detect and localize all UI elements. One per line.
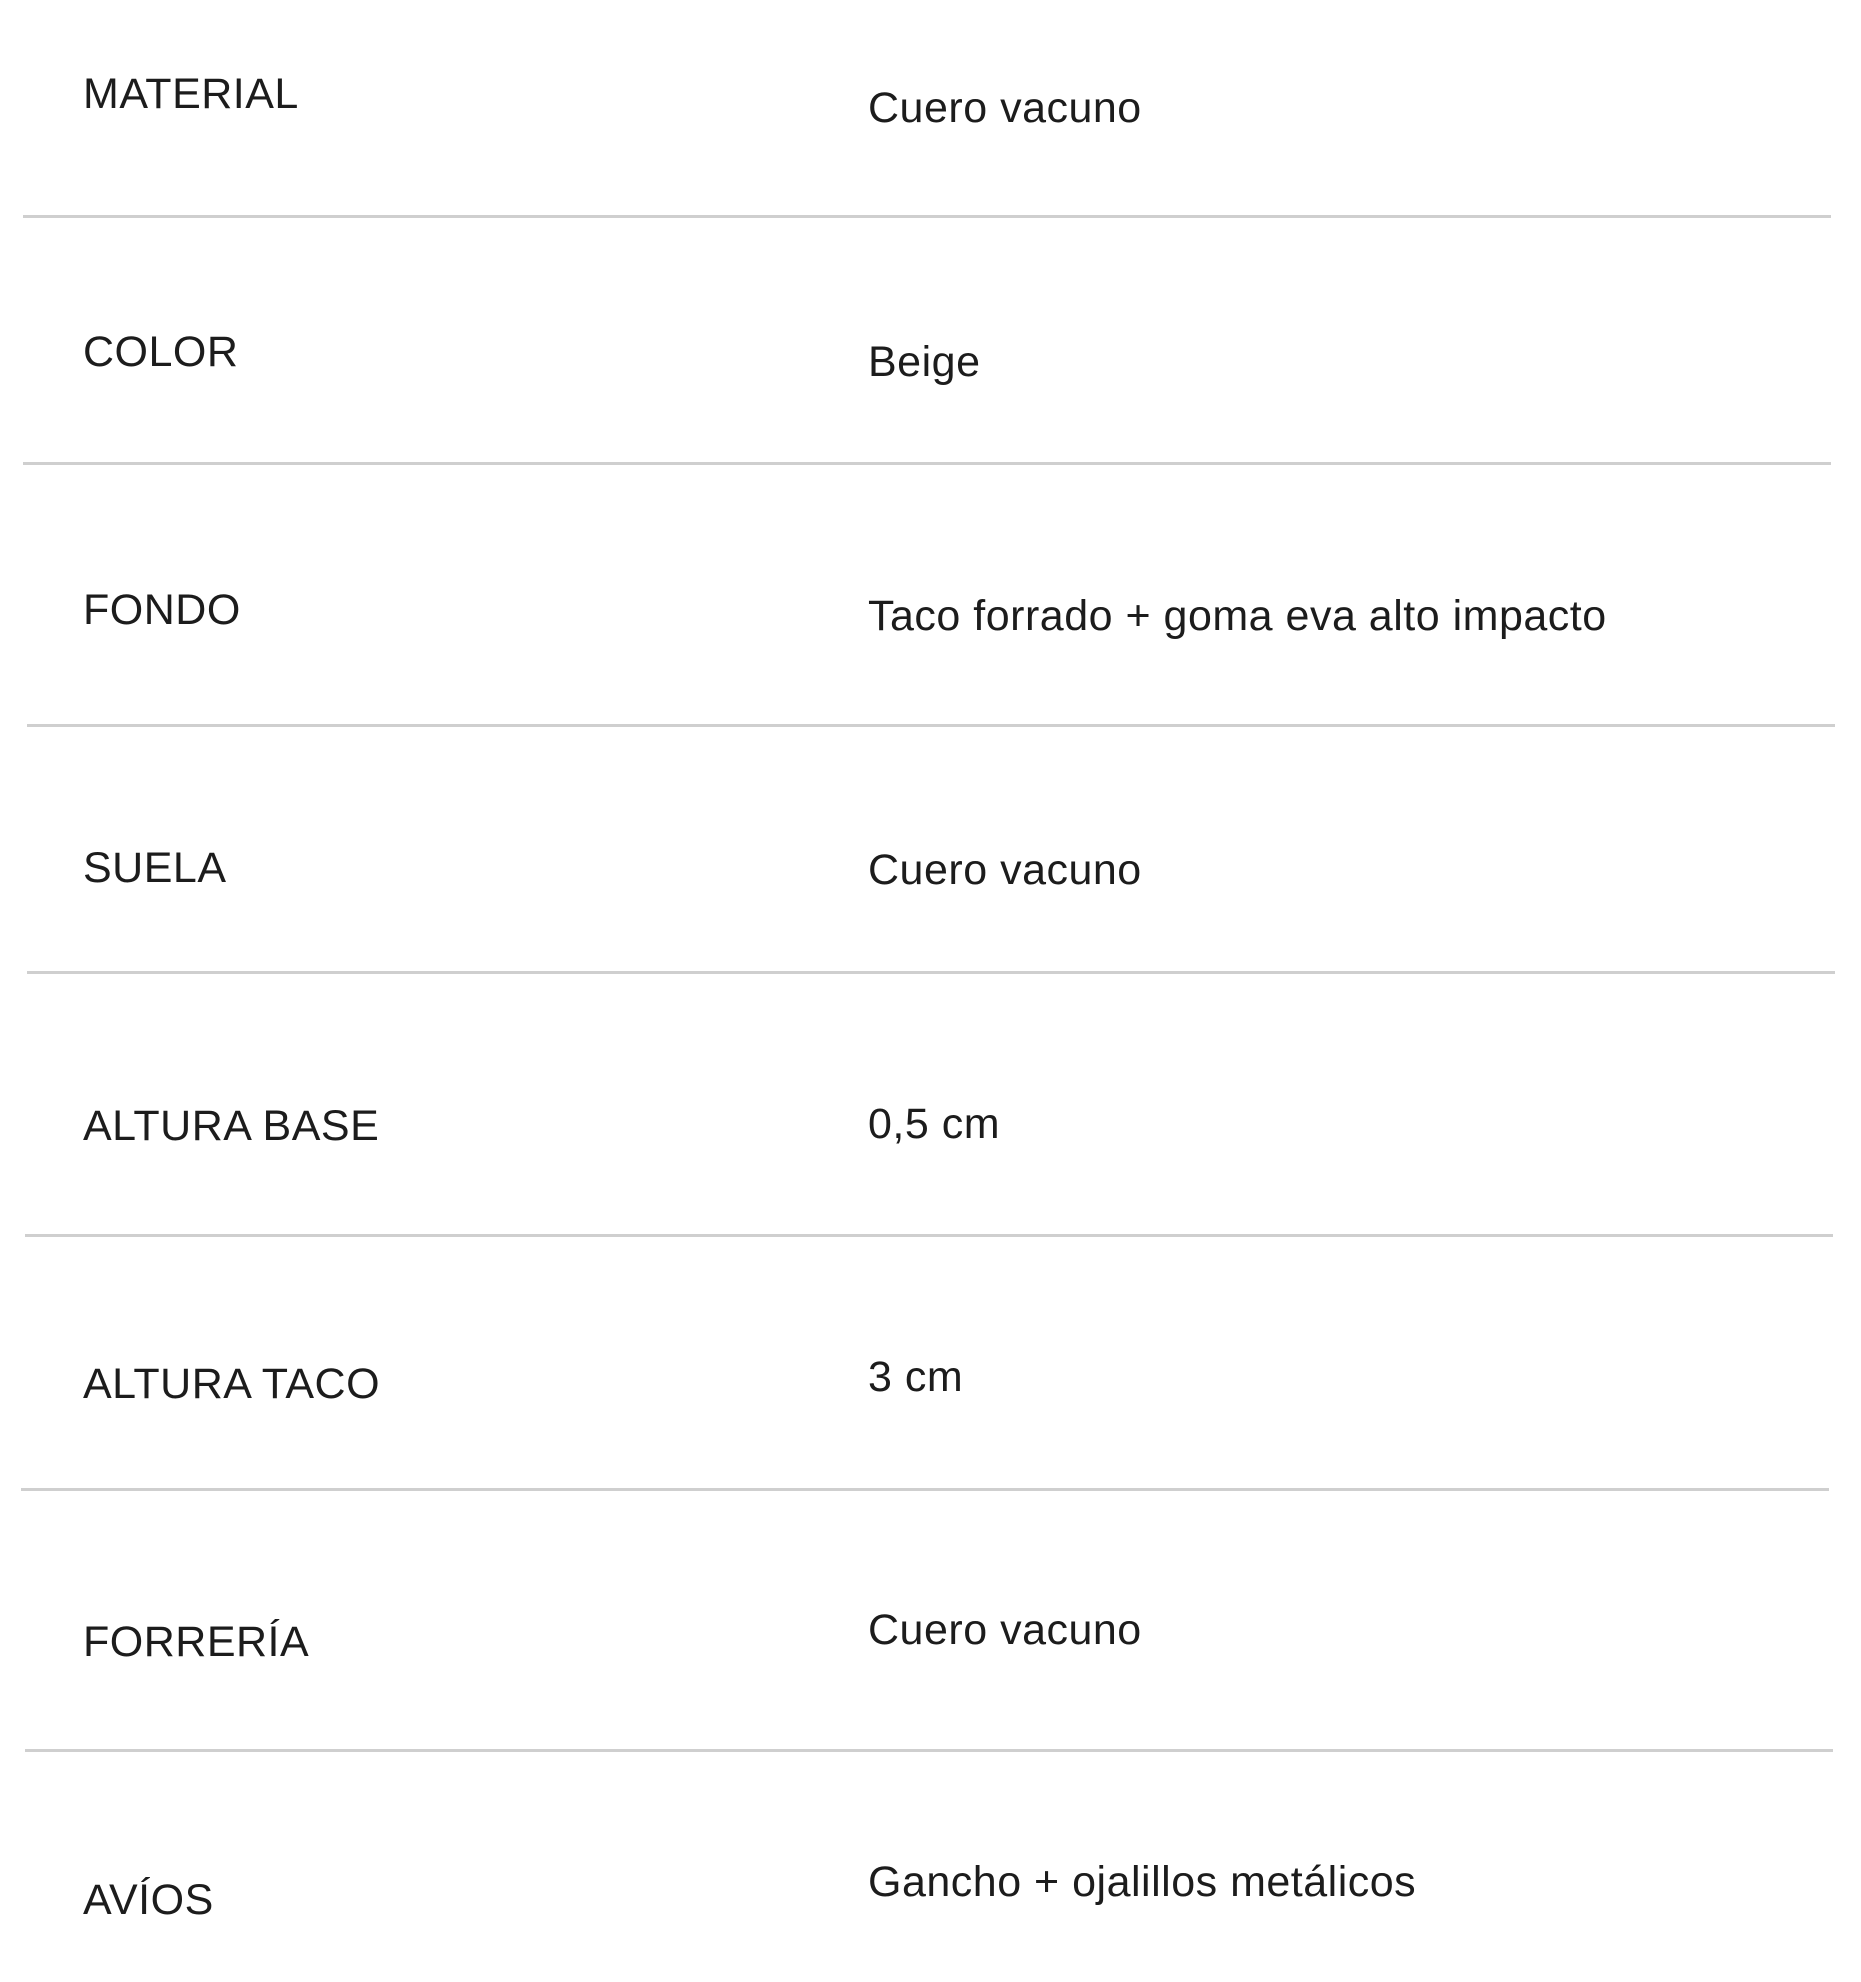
- spec-value: 0,5 cm: [868, 1100, 1001, 1148]
- spec-value: Cuero vacuno: [868, 1606, 1142, 1654]
- row-divider: [21, 1488, 1829, 1491]
- row-divider: [25, 1234, 1833, 1237]
- spec-value: Cuero vacuno: [868, 846, 1142, 894]
- spec-label: FORRERÍA: [83, 1618, 310, 1666]
- spec-value: Cuero vacuno: [868, 84, 1142, 132]
- row-divider: [27, 724, 1835, 727]
- row-divider: [27, 971, 1835, 974]
- spec-label: AVÍOS: [83, 1876, 214, 1924]
- spec-label: SUELA: [83, 844, 227, 892]
- spec-label: ALTURA TACO: [83, 1360, 381, 1408]
- spec-value: Taco forrado + goma eva alto impacto: [868, 592, 1607, 640]
- spec-value: 3 cm: [868, 1353, 964, 1401]
- spec-label: MATERIAL: [83, 70, 299, 118]
- spec-label: COLOR: [83, 328, 239, 376]
- row-divider: [25, 1749, 1833, 1752]
- row-divider: [23, 462, 1831, 465]
- row-divider: [23, 215, 1831, 218]
- spec-value: Beige: [868, 338, 981, 386]
- spec-label: ALTURA BASE: [83, 1102, 380, 1150]
- spec-label: FONDO: [83, 586, 241, 634]
- spec-value: Gancho + ojalillos metálicos: [868, 1858, 1417, 1906]
